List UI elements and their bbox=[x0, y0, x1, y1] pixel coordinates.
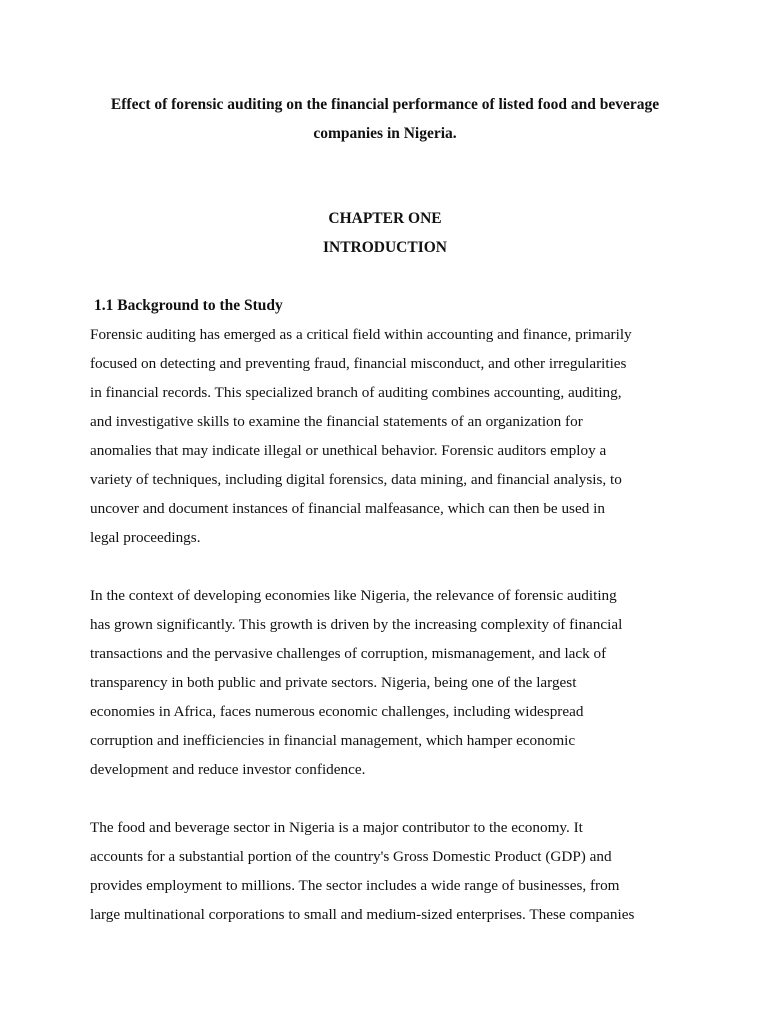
paragraph-3-line: provides employment to millions. The sector includes a wide range of businesses, from bbox=[90, 877, 620, 894]
paragraph-1-line: and investigative skills to examine the financial statements of an organization for bbox=[90, 413, 583, 430]
paragraph-1-line: legal proceedings. bbox=[90, 529, 201, 546]
paragraph-2-line: In the context of developing economies like Nigeria, the relevance of forensic auditing bbox=[90, 587, 617, 604]
paragraph-1-line: anomalies that may indicate illegal or unethical behavior. Forensic auditors employ a bbox=[90, 442, 607, 459]
paragraph-1-line: variety of techniques, including digital forensics, data mining, and financial analysis, to bbox=[90, 471, 622, 488]
paragraph-2 bbox=[90, 581, 690, 784]
paragraph-1-line: Forensic auditing has emerged as a critical field within accounting and finance, primarily bbox=[90, 326, 632, 343]
paragraph-2-line: transparency in both public and private sectors. Nigeria, being one of the largest bbox=[90, 674, 577, 691]
paragraph-3-line: The food and beverage sector in Nigeria is a major contributor to the economy. It bbox=[90, 819, 583, 836]
document-title bbox=[80, 90, 690, 148]
section-heading: 1.1 Background to the Study bbox=[94, 297, 283, 314]
chapter-title: INTRODUCTION bbox=[322, 239, 447, 256]
paragraph-2-line: corruption and inefficiencies in financial management, which hamper economic bbox=[90, 732, 576, 749]
paragraph-3-line: accounts for a substantial portion of the country's Gross Domestic Product (GDP) and bbox=[90, 848, 612, 865]
paragraph-2-line: transactions and the pervasive challenges of corruption, mismanagement, and lack of bbox=[90, 645, 607, 662]
paragraph-2-line: development and reduce investor confidence. bbox=[90, 761, 366, 778]
paragraph-3-line: large multinational corporations to small and medium-sized enterprises. These companies bbox=[90, 906, 635, 923]
document-title-line-1: Effect of forensic auditing on the financial performance of listed food and beverage bbox=[110, 96, 660, 113]
paragraph-1-line: focused on detecting and preventing fraud, financial misconduct, and other irregularities bbox=[90, 355, 627, 372]
paragraph-1-line: in financial records. This specialized branch of auditing combines accounting, auditing, bbox=[90, 384, 622, 401]
paragraph-2-line: has grown significantly. This growth is driven by the increasing complexity of financial bbox=[90, 616, 623, 633]
document-title-line-2: companies in Nigeria. bbox=[313, 125, 457, 142]
paragraph-2-line: economies in Africa, faces numerous economic challenges, including widespread bbox=[90, 703, 584, 720]
chapter-number: CHAPTER ONE bbox=[328, 210, 442, 227]
paragraph-3 bbox=[90, 813, 690, 929]
paragraph-1 bbox=[90, 320, 690, 552]
paragraph-1-line: uncover and document instances of financial malfeasance, which can then be used in bbox=[90, 500, 605, 517]
